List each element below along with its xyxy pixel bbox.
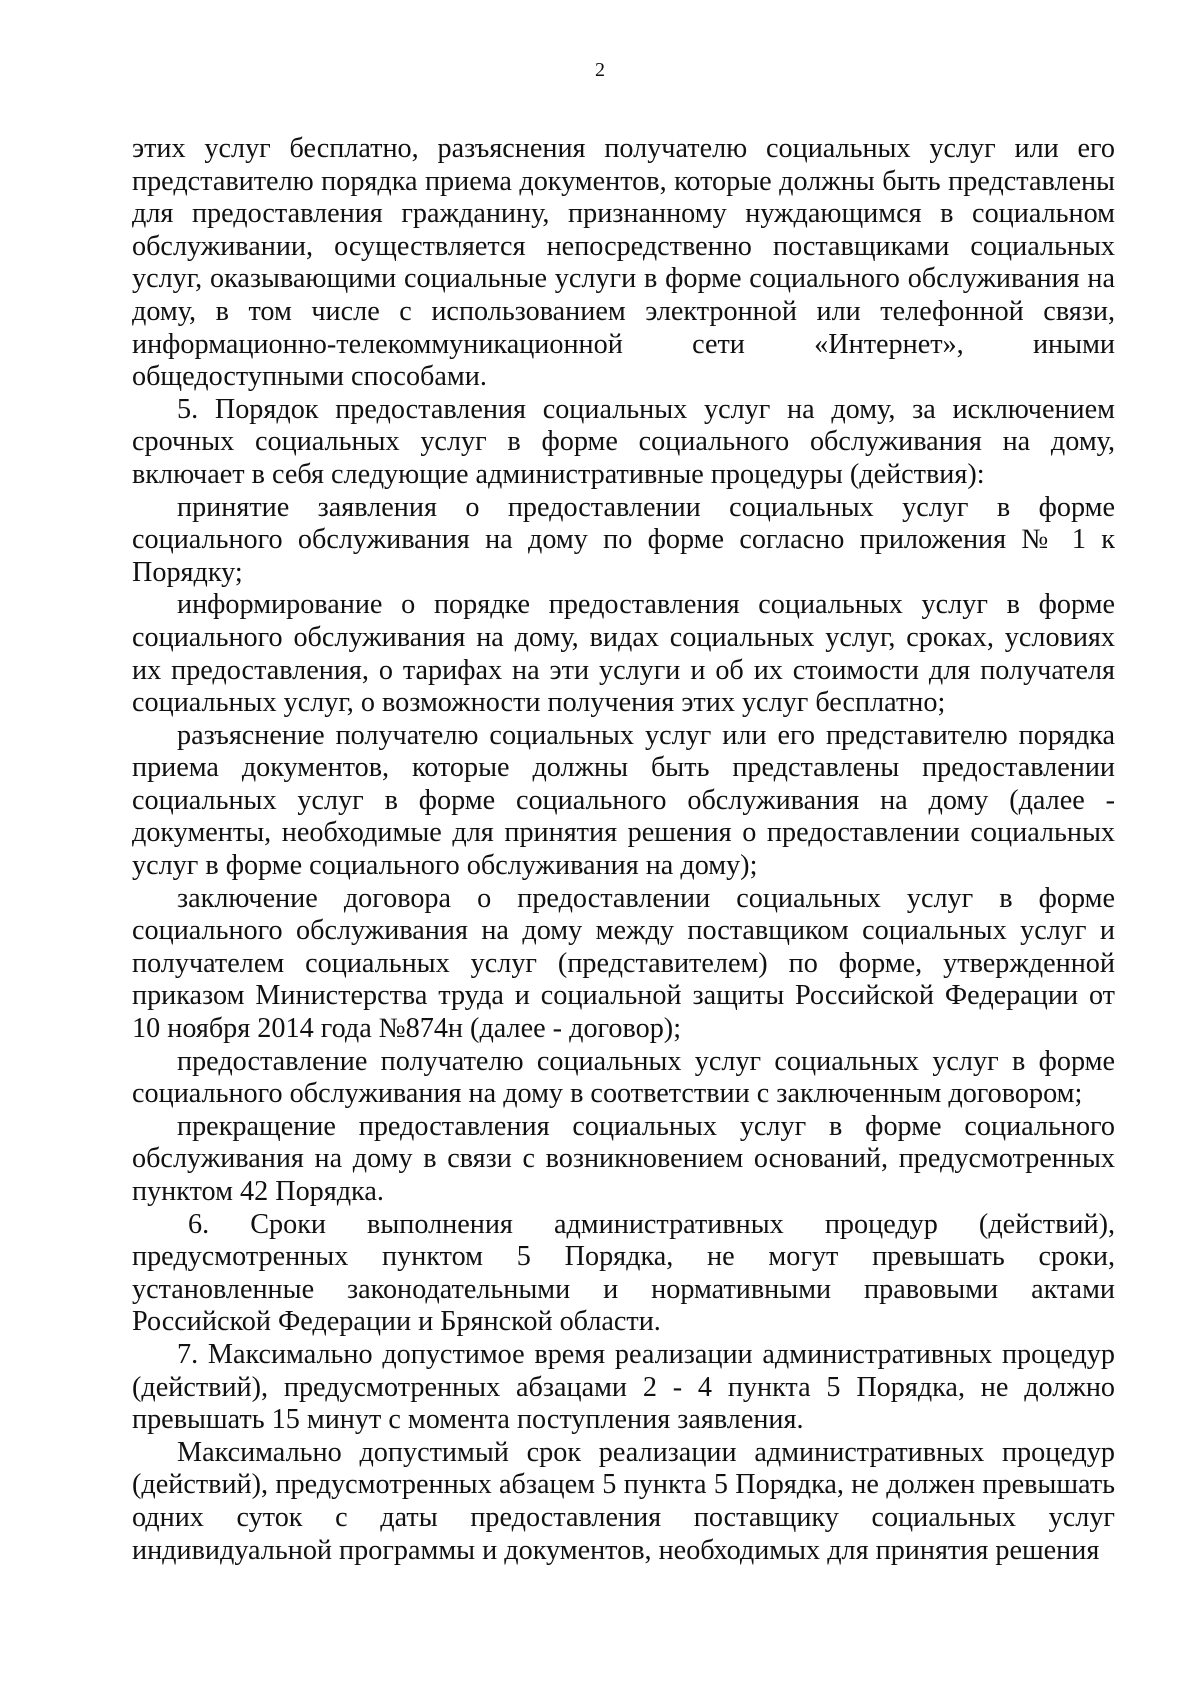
page-number: 2 [595, 59, 605, 81]
paragraph-item-7: 7. Максимально допустимое время реализации административных процедур (действий), предусмотренных абзацами 2 - 4 пункта 5 Порядка, не должно превышать 15 минут с момента поступления заявления. [132, 1338, 1115, 1436]
paragraph-procedure-4: заключение договора о предоставлении социальных услуг в форме социального обслуживания на дому между поставщиком социальных услуг и получателем социальных услуг (представителем) по форме, утвержденной приказом Министерства труда и социальной защиты Российской Федерации от 10 ноября 2014 года №874н (далее - договор); [132, 882, 1115, 1045]
paragraph-item-7-continuation: Максимально допустимый срок реализации административных процедур (действий), предусмотренных абзацем 5 пункта 5 Порядка, не должен превышать одних суток с даты предоставления поставщику социальных услуг индивидуальной программы и документов, необходимых для принятия решения [132, 1436, 1115, 1566]
paragraph-procedure-1: принятие заявления о предоставлении социальных услуг в форме социального обслуживания на дому по форме согласно приложения № 1 к Порядку; [132, 491, 1115, 588]
paragraph-item-6: 6. Сроки выполнения административных процедур (действий), предусмотренных пунктом 5 Порядка, не могут превышать сроки, установленные законодательными и нормативными правовыми актами Российской Федерации и Брянской области. [132, 1208, 1115, 1338]
paragraph-procedure-6: прекращение предоставления социальных услуг в форме социального обслуживания на дому в связи с возникновением оснований, предусмотренных пунктом 42 Порядка. [132, 1110, 1115, 1207]
paragraph-procedure-2: информирование о порядке предоставления социальных услуг в форме социального обслуживания на дому, видах социальных услуг, сроках, условиях их предоставления, о тарифах на эти услуги и об их стоимости для получателя социальных услуг, о возможности получения этих услуг бесплатно; [132, 589, 1115, 719]
paragraph-continuation: этих услуг бесплатно, разъяснения получателю социальных услуг или его представителю порядка приема документов, которые должны быть представлены для предоставления гражданину, признанному нуждающимся в социальном обслуживании, осуществляется непосредственно поставщиками социальных услуг, оказывающими социальные услуги в форме социального обслуживания на дому, в том числе с использованием электронной или телефонной связи, информационно-телекоммуникационной сети «Интернет», иными общедоступными способами. [132, 133, 1115, 393]
document-body [132, 133, 1115, 1567]
paragraph-procedure-5: предоставление получателю социальных услуг социальных услуг в форме социального обслуживания на дому в соответствии с заключенным договором; [132, 1045, 1115, 1110]
paragraph-item-5: 5. Порядок предоставления социальных услуг на дому, за исключением срочных социальных услуг в форме социального обслуживания на дому, включает в себя следующие административные процедуры (действия): [132, 393, 1115, 490]
paragraph-procedure-3: разъяснение получателю социальных услуг или его представителю порядка приема документов, которые должны быть представлены предоставлении социальных услуг в форме социального обслуживания на дому (далее - документы, необходимые для принятия решения о предоставлении социальных услуг в форме социального обслуживания на дому); [132, 719, 1115, 882]
